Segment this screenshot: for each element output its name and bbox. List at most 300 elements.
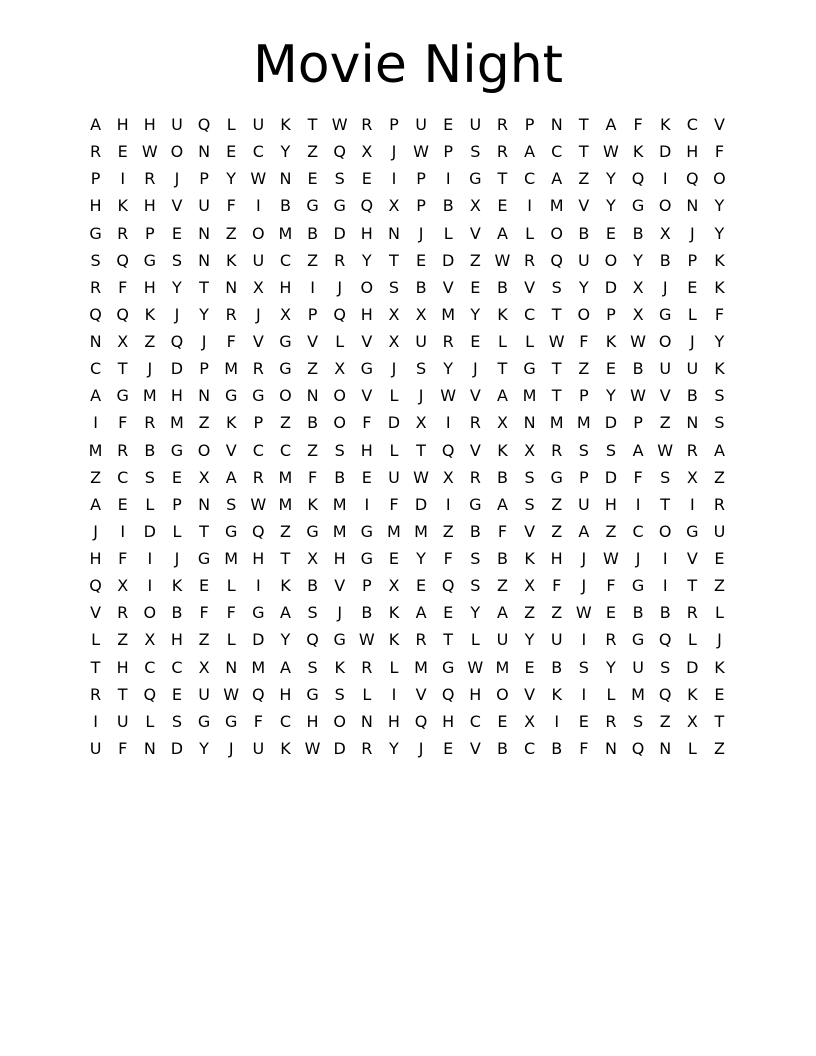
grid-letter[interactable]: B (551, 657, 563, 677)
grid-letter[interactable]: F (389, 494, 399, 514)
grid-letter[interactable]: Z (144, 332, 156, 351)
grid-letter[interactable]: X (117, 576, 129, 596)
grid-letter[interactable]: I (689, 494, 695, 514)
grid-letter[interactable]: I (445, 169, 451, 189)
grid-letter[interactable]: N (659, 738, 672, 758)
grid-letter[interactable]: H (143, 277, 156, 297)
grid-letter[interactable]: U (252, 115, 265, 134)
grid-letter[interactable]: Z (279, 413, 291, 433)
grid-letter[interactable]: Q (441, 576, 455, 596)
grid-letter[interactable]: I (581, 684, 587, 704)
grid-letter[interactable]: Z (307, 250, 319, 270)
grid-letter[interactable]: A (225, 467, 237, 487)
grid-letter[interactable]: Z (551, 494, 563, 514)
grid-letter[interactable]: M (549, 196, 564, 216)
grid-letter[interactable]: D (333, 738, 346, 758)
grid-letter[interactable]: K (605, 332, 617, 351)
grid-letter[interactable]: U (659, 359, 672, 379)
grid-letter[interactable]: O (333, 386, 346, 406)
grid-letter[interactable]: B (632, 223, 644, 243)
grid-letter[interactable]: J (472, 359, 478, 379)
grid-letter[interactable]: C (252, 440, 264, 460)
grid-letter[interactable]: L (687, 738, 697, 758)
grid-letter[interactable]: Q (333, 142, 346, 162)
grid-letter[interactable]: E (416, 250, 427, 270)
grid-letter[interactable]: Z (551, 521, 563, 541)
grid-letter[interactable]: I (93, 711, 98, 731)
grid-letter[interactable]: T (660, 494, 671, 514)
grid-letter[interactable]: Q (631, 169, 645, 189)
grid-letter[interactable]: R (686, 603, 698, 623)
grid-letter[interactable]: E (687, 277, 698, 297)
grid-letter[interactable]: K (171, 576, 183, 596)
grid-letter[interactable]: M (441, 304, 456, 324)
grid-letter[interactable]: O (252, 223, 265, 243)
grid-letter[interactable]: B (144, 440, 156, 460)
grid-letter[interactable]: J (635, 549, 641, 568)
grid-letter[interactable]: K (551, 684, 562, 704)
grid-letter[interactable]: X (415, 413, 427, 433)
grid-letter[interactable]: V (415, 684, 427, 704)
grid-letter[interactable]: O (658, 521, 672, 541)
grid-letter[interactable]: I (581, 630, 587, 650)
grid-letter[interactable]: O (360, 277, 374, 297)
grid-letter[interactable]: F (118, 738, 128, 758)
grid-letter[interactable]: N (225, 277, 238, 297)
grid-letter[interactable]: P (199, 169, 209, 189)
grid-letter[interactable]: B (496, 467, 508, 487)
grid-letter[interactable]: X (686, 711, 698, 731)
grid-letter[interactable]: I (554, 711, 560, 731)
grid-letter[interactable]: X (198, 657, 210, 677)
grid-letter[interactable]: L (389, 657, 399, 677)
grid-letter[interactable]: L (226, 115, 236, 134)
grid-letter[interactable]: I (147, 549, 153, 568)
grid-letter[interactable]: G (197, 711, 211, 731)
grid-letter[interactable]: M (414, 657, 428, 677)
grid-letter[interactable]: P (389, 115, 399, 134)
grid-letter[interactable]: J (201, 332, 207, 351)
grid-letter[interactable]: Q (333, 304, 346, 324)
grid-letter[interactable]: L (362, 684, 372, 704)
grid-letter[interactable]: H (170, 386, 183, 406)
grid-letter[interactable]: W (358, 630, 375, 650)
grid-letter[interactable]: D (604, 413, 618, 433)
grid-letter[interactable]: R (496, 115, 508, 134)
grid-letter[interactable]: C (279, 250, 292, 270)
grid-letter[interactable]: U (550, 630, 563, 650)
grid-letter[interactable]: I (364, 494, 370, 514)
grid-letter[interactable]: Q (252, 521, 265, 541)
grid-letter[interactable]: R (605, 711, 617, 731)
grid-letter[interactable]: K (280, 738, 291, 758)
grid-letter[interactable]: A (90, 115, 102, 134)
grid-letter[interactable]: L (525, 223, 535, 243)
grid-letter[interactable]: X (388, 332, 400, 351)
grid-letter[interactable]: T (497, 169, 508, 189)
grid-letter[interactable]: B (361, 603, 373, 623)
grid-letter[interactable]: D (604, 467, 618, 487)
grid-letter[interactable]: G (224, 386, 238, 406)
grid-letter[interactable]: Z (578, 169, 590, 189)
grid-letter[interactable]: H (360, 440, 373, 460)
grid-letter[interactable]: O (658, 196, 672, 216)
grid-letter[interactable]: O (658, 332, 672, 351)
grid-letter[interactable]: U (198, 684, 210, 704)
grid-letter[interactable]: A (496, 494, 508, 514)
grid-letter[interactable]: T (578, 115, 589, 134)
grid-letter[interactable]: K (497, 304, 508, 324)
grid-letter[interactable]: J (391, 359, 397, 379)
grid-letter[interactable]: W (548, 332, 565, 351)
grid-letter[interactable]: H (170, 630, 183, 650)
grid-letter[interactable]: Y (606, 386, 616, 406)
grid-letter[interactable]: Y (443, 359, 454, 379)
grid-letter[interactable]: K (117, 196, 128, 216)
grid-letter[interactable]: B (632, 603, 644, 623)
grid-letter[interactable]: G (686, 521, 699, 541)
grid-letter[interactable]: Q (550, 250, 563, 270)
grid-letter[interactable]: Q (116, 250, 129, 270)
grid-letter[interactable]: S (632, 711, 644, 731)
grid-letter[interactable]: Q (252, 684, 265, 704)
grid-letter[interactable]: S (334, 684, 345, 704)
grid-letter[interactable]: H (89, 549, 102, 568)
grid-letter[interactable]: U (252, 738, 265, 758)
grid-letter[interactable]: G (360, 549, 374, 568)
grid-letter[interactable]: X (117, 332, 129, 351)
grid-letter[interactable]: Y (714, 196, 725, 216)
grid-letter[interactable]: F (199, 603, 209, 623)
grid-letter[interactable]: L (714, 603, 724, 623)
grid-letter[interactable]: Y (714, 223, 725, 243)
grid-letter[interactable]: J (174, 304, 180, 324)
grid-letter[interactable]: F (253, 711, 263, 731)
grid-letter[interactable]: G (441, 657, 455, 677)
grid-letter[interactable]: S (714, 386, 725, 406)
grid-letter[interactable]: E (524, 657, 535, 677)
grid-letter[interactable]: C (632, 521, 644, 541)
grid-letter[interactable]: L (687, 304, 697, 324)
grid-letter[interactable]: E (361, 169, 372, 189)
grid-letter[interactable]: S (605, 440, 617, 460)
grid-letter[interactable]: K (280, 115, 291, 134)
grid-letter[interactable]: J (93, 521, 98, 541)
grid-letter[interactable]: L (443, 223, 453, 243)
grid-letter[interactable]: V (469, 440, 481, 460)
grid-letter[interactable]: O (604, 250, 618, 270)
grid-letter[interactable]: L (226, 630, 236, 650)
grid-letter[interactable]: H (442, 711, 455, 731)
grid-letter[interactable]: M (278, 494, 293, 514)
grid-letter[interactable]: G (170, 440, 184, 460)
grid-letter[interactable]: Z (198, 413, 210, 433)
grid-letter[interactable]: W (657, 440, 674, 460)
grid-letter[interactable]: G (631, 576, 645, 596)
grid-letter[interactable]: Q (170, 332, 184, 351)
grid-letter[interactable]: F (606, 576, 616, 596)
grid-letter[interactable]: Y (280, 630, 291, 650)
grid-letter[interactable]: A (551, 169, 563, 189)
grid-letter[interactable]: F (307, 467, 318, 487)
grid-letter[interactable]: U (116, 711, 129, 731)
grid-letter[interactable]: L (389, 440, 399, 460)
grid-letter[interactable]: A (279, 657, 291, 677)
grid-letter[interactable]: G (631, 196, 645, 216)
grid-letter[interactable]: Q (441, 684, 455, 704)
grid-letter[interactable]: B (551, 738, 563, 758)
grid-letter[interactable]: U (632, 657, 644, 677)
grid-letter[interactable]: G (252, 386, 265, 406)
grid-letter[interactable]: T (416, 440, 426, 460)
grid-letter[interactable]: B (659, 603, 671, 623)
grid-letter[interactable]: N (686, 413, 699, 433)
grid-letter[interactable]: K (225, 413, 237, 433)
grid-letter[interactable]: K (659, 115, 671, 134)
grid-letter[interactable]: W (630, 386, 646, 406)
grid-letter[interactable]: M (88, 440, 103, 460)
grid-letter[interactable]: V (578, 196, 590, 216)
grid-letter[interactable]: V (686, 549, 698, 568)
grid-letter[interactable]: R (117, 440, 129, 460)
grid-letter[interactable]: T (578, 142, 589, 162)
grid-letter[interactable]: I (391, 169, 397, 189)
grid-letter[interactable]: B (334, 467, 346, 487)
grid-letter[interactable]: L (525, 332, 535, 351)
grid-letter[interactable]: E (443, 603, 454, 623)
grid-letter[interactable]: H (604, 494, 617, 514)
grid-letter[interactable]: E (361, 467, 372, 487)
grid-letter[interactable]: Y (606, 169, 616, 189)
grid-letter[interactable]: Y (606, 196, 616, 216)
grid-letter[interactable]: H (686, 142, 699, 162)
grid-letter[interactable]: G (333, 630, 346, 650)
grid-letter[interactable]: R (117, 603, 129, 623)
grid-letter[interactable]: V (659, 386, 671, 406)
grid-letter[interactable]: H (360, 304, 373, 324)
grid-letter[interactable]: Y (226, 169, 237, 189)
grid-letter[interactable]: N (225, 657, 238, 677)
grid-letter[interactable]: E (470, 277, 481, 297)
grid-letter[interactable]: A (713, 440, 725, 460)
grid-letter[interactable]: T (551, 359, 562, 379)
grid-letter[interactable]: S (171, 250, 183, 270)
grid-letter[interactable]: I (662, 549, 668, 568)
grid-letter[interactable]: S (470, 576, 481, 596)
grid-letter[interactable]: X (279, 304, 291, 324)
grid-letter[interactable]: A (90, 494, 102, 514)
grid-letter[interactable]: R (415, 630, 427, 650)
grid-letter[interactable]: D (387, 413, 401, 433)
grid-letter[interactable]: V (361, 386, 373, 406)
grid-letter[interactable]: A (90, 386, 102, 406)
grid-letter[interactable]: E (497, 196, 508, 216)
grid-letter[interactable]: I (391, 684, 397, 704)
grid-letter[interactable]: E (416, 576, 427, 596)
grid-letter[interactable]: K (388, 630, 400, 650)
grid-letter[interactable]: J (147, 359, 153, 379)
grid-letter[interactable]: M (332, 521, 347, 541)
grid-letter[interactable]: Q (414, 711, 428, 731)
grid-letter[interactable]: U (198, 196, 210, 216)
grid-letter[interactable]: H (279, 277, 292, 297)
grid-letter[interactable]: C (523, 738, 536, 758)
grid-letter[interactable]: C (89, 359, 102, 379)
grid-letter[interactable]: B (496, 738, 508, 758)
grid-letter[interactable]: R (225, 304, 237, 324)
grid-letter[interactable]: Z (551, 603, 563, 623)
grid-letter[interactable]: A (524, 142, 536, 162)
grid-letter[interactable]: F (362, 413, 372, 433)
grid-letter[interactable]: N (523, 413, 536, 433)
grid-letter[interactable]: Y (606, 657, 616, 677)
grid-letter[interactable]: N (550, 115, 563, 134)
grid-letter[interactable]: U (686, 359, 699, 379)
grid-letter[interactable]: W (304, 738, 321, 758)
grid-letter[interactable]: V (361, 332, 373, 351)
grid-letter[interactable]: R (90, 277, 102, 297)
grid-letter[interactable]: I (147, 576, 153, 596)
grid-letter[interactable]: R (361, 115, 373, 134)
grid-letter[interactable]: H (550, 549, 563, 568)
grid-letter[interactable]: J (581, 576, 587, 596)
grid-letter[interactable]: G (469, 494, 482, 514)
grid-letter[interactable]: T (687, 576, 698, 596)
grid-letter[interactable]: Y (633, 250, 643, 270)
grid-letter[interactable]: Z (605, 521, 617, 541)
grid-letter[interactable]: Q (658, 630, 672, 650)
grid-letter[interactable]: B (469, 521, 481, 541)
grid-letter[interactable]: S (470, 142, 481, 162)
grid-letter[interactable]: F (633, 467, 643, 487)
grid-letter[interactable]: P (606, 304, 616, 324)
grid-letter[interactable]: V (442, 277, 454, 297)
grid-letter[interactable]: T (443, 630, 454, 650)
grid-letter[interactable]: O (333, 711, 346, 731)
grid-letter[interactable]: S (578, 657, 589, 677)
grid-letter[interactable]: Z (469, 250, 481, 270)
grid-letter[interactable]: E (443, 738, 454, 758)
grid-letter[interactable]: X (361, 142, 373, 162)
grid-letter[interactable]: G (523, 359, 536, 379)
grid-letter[interactable]: M (387, 521, 401, 541)
grid-letter[interactable]: M (224, 549, 239, 568)
grid-letter[interactable]: J (717, 630, 722, 650)
grid-letter[interactable]: M (414, 521, 428, 541)
grid-letter[interactable]: B (279, 196, 291, 216)
grid-letter[interactable]: R (252, 359, 264, 379)
grid-letter[interactable]: P (307, 304, 318, 324)
grid-letter[interactable]: R (117, 223, 129, 243)
grid-letter[interactable]: P (199, 359, 209, 379)
grid-letter[interactable]: U (388, 467, 400, 487)
grid-letter[interactable]: D (659, 142, 672, 162)
grid-letter[interactable]: T (90, 657, 101, 677)
grid-letter[interactable]: R (334, 250, 346, 270)
grid-letter[interactable]: X (307, 549, 319, 568)
grid-letter[interactable]: B (659, 250, 671, 270)
grid-letter[interactable]: Y (524, 630, 535, 650)
grid-letter[interactable]: R (605, 630, 617, 650)
grid-letter[interactable]: L (389, 386, 399, 406)
grid-letter[interactable]: N (89, 332, 102, 351)
grid-letter[interactable]: Q (631, 738, 645, 758)
grid-letter[interactable]: E (171, 223, 182, 243)
grid-letter[interactable]: R (90, 142, 102, 162)
grid-letter[interactable]: W (467, 657, 484, 677)
grid-letter[interactable]: V (469, 223, 481, 243)
grid-letter[interactable]: G (306, 196, 319, 216)
grid-letter[interactable]: K (714, 657, 725, 677)
grid-letter[interactable]: N (387, 223, 400, 243)
grid-letter[interactable]: Z (225, 223, 237, 243)
grid-letter[interactable]: E (388, 549, 399, 568)
grid-letter[interactable]: P (633, 413, 643, 433)
grid-letter[interactable]: H (306, 711, 319, 731)
grid-letter[interactable]: W (603, 142, 619, 162)
grid-letter[interactable]: R (713, 494, 725, 514)
grid-letter[interactable]: E (117, 494, 128, 514)
grid-letter[interactable]: L (335, 332, 345, 351)
grid-letter[interactable]: R (524, 250, 536, 270)
grid-letter[interactable]: N (279, 169, 292, 189)
grid-letter[interactable]: O (713, 169, 726, 189)
grid-letter[interactable]: S (578, 440, 589, 460)
grid-letter[interactable]: K (714, 250, 725, 270)
grid-letter[interactable]: K (144, 304, 156, 324)
grid-letter[interactable]: G (658, 304, 672, 324)
grid-letter[interactable]: S (307, 603, 318, 623)
grid-letter[interactable]: A (496, 603, 508, 623)
grid-letter[interactable]: R (496, 142, 508, 162)
grid-letter[interactable]: I (120, 521, 126, 541)
grid-letter[interactable]: D (414, 494, 428, 514)
grid-letter[interactable]: L (606, 684, 616, 704)
grid-letter[interactable]: X (388, 576, 400, 596)
grid-letter[interactable]: C (686, 115, 698, 134)
grid-letter[interactable]: X (442, 467, 454, 487)
grid-letter[interactable]: I (635, 494, 641, 514)
grid-letter[interactable]: W (141, 142, 158, 162)
grid-letter[interactable]: F (579, 332, 589, 351)
grid-letter[interactable]: F (118, 277, 128, 297)
grid-letter[interactable]: T (117, 684, 128, 704)
grid-letter[interactable]: T (199, 521, 209, 541)
grid-letter[interactable]: L (687, 630, 697, 650)
grid-letter[interactable]: W (250, 169, 267, 189)
grid-letter[interactable]: V (524, 684, 536, 704)
grid-letter[interactable]: M (251, 657, 266, 677)
grid-letter[interactable]: W (413, 142, 429, 162)
grid-letter[interactable]: K (307, 494, 318, 514)
grid-letter[interactable]: J (689, 223, 695, 243)
grid-letter[interactable]: K (388, 603, 400, 623)
grid-letter[interactable]: E (605, 359, 616, 379)
grid-letter[interactable]: N (198, 386, 211, 406)
grid-letter[interactable]: Y (389, 738, 399, 758)
grid-letter[interactable]: X (252, 277, 264, 297)
grid-letter[interactable]: G (279, 332, 292, 351)
grid-letter[interactable]: Y (199, 304, 209, 324)
grid-letter[interactable]: B (307, 223, 319, 243)
grid-letter[interactable]: B (578, 223, 590, 243)
grid-letter[interactable]: H (143, 115, 156, 134)
grid-letter[interactable]: C (469, 711, 481, 731)
grid-letter[interactable]: U (89, 738, 102, 758)
grid-letter[interactable]: L (172, 521, 182, 541)
grid-letter[interactable]: W (413, 467, 429, 487)
grid-letter[interactable]: Y (714, 332, 725, 351)
